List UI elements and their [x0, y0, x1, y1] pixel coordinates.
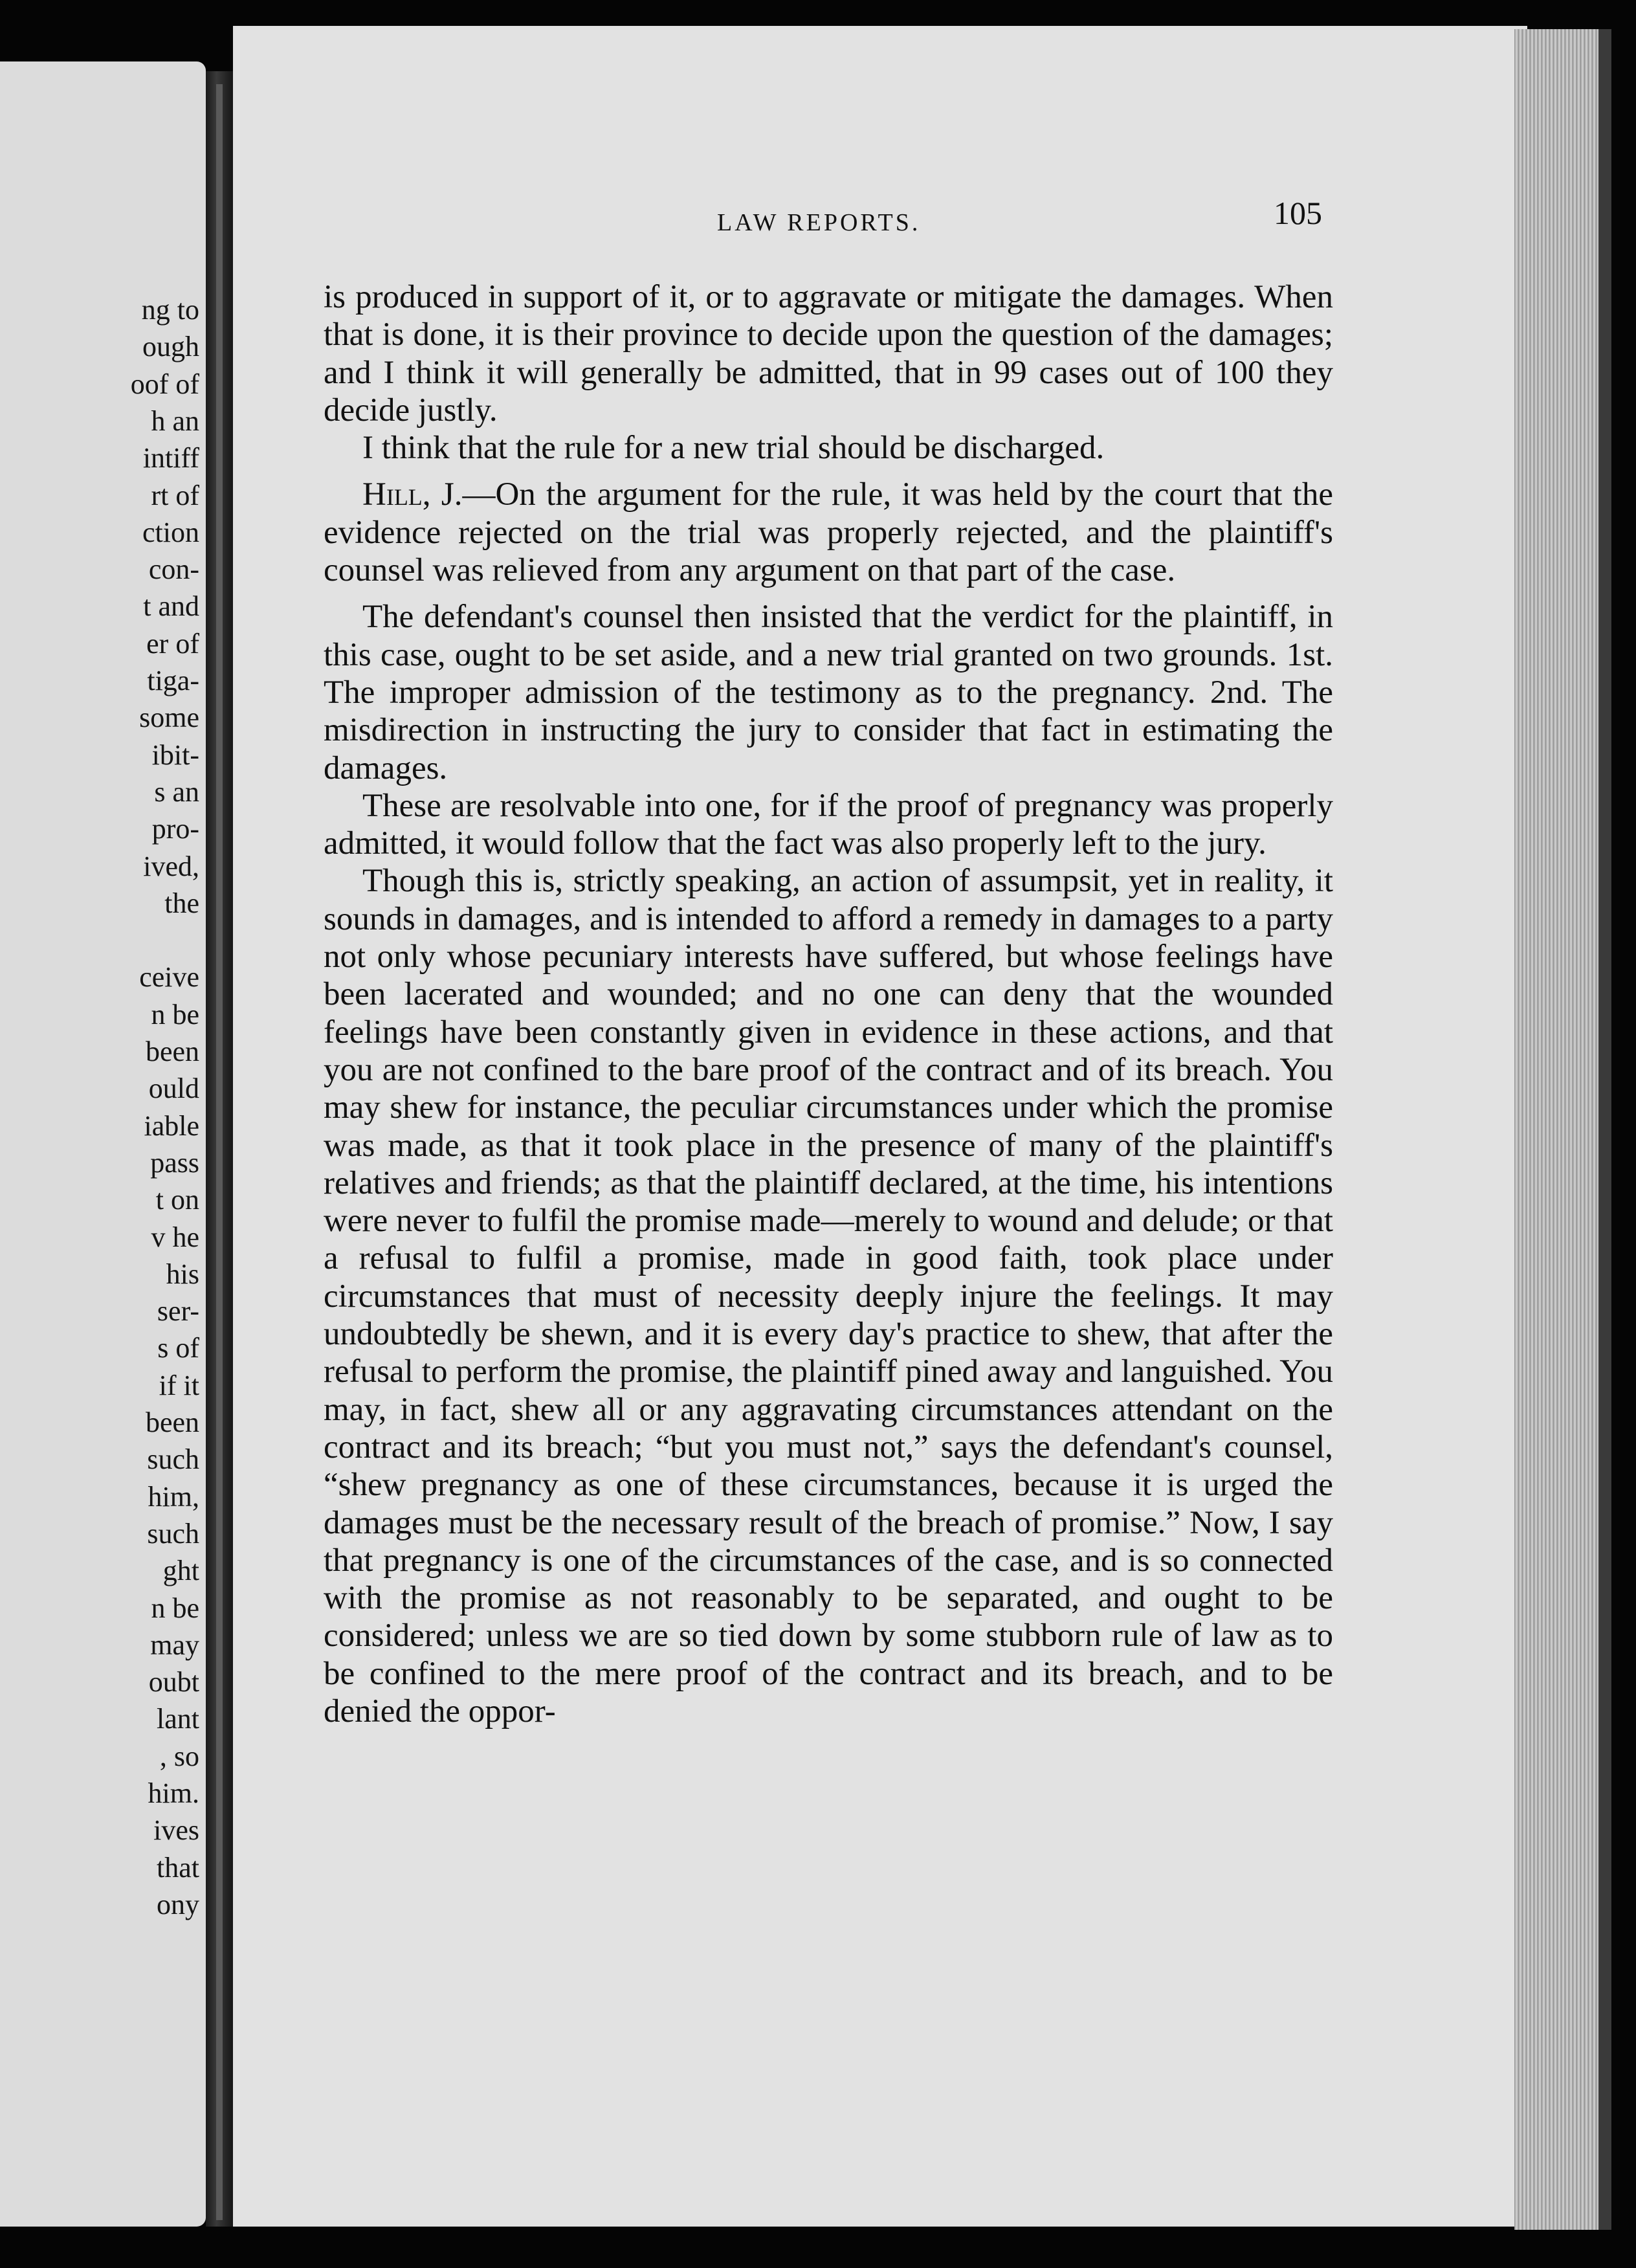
page-number: 105	[1274, 195, 1322, 231]
left-page-line-fragment: ng to	[141, 294, 199, 326]
paragraph: is produced in support of it, or to aggravate or mitigate the damages. When that is done, it is their province to decide upon the question of the damages; and I think it will generally be admitted, that in 99 cases out of 100 they decide justly.	[324, 279, 1333, 428]
left-page-line-fragment: oubt	[148, 1666, 199, 1698]
left-page-line-fragment: the	[164, 887, 199, 919]
left-page-line-fragment: his	[166, 1258, 199, 1290]
left-page-line-fragment: oof of	[130, 368, 199, 400]
left-page-line-fragment: ould	[148, 1073, 199, 1105]
speaker-dash: —	[462, 476, 496, 513]
left-page-line-fragment: that	[157, 1851, 199, 1884]
gutter-spine-line	[216, 84, 223, 2220]
left-page-line-fragment: iable	[144, 1109, 199, 1142]
left-page-line-fragment: v he	[151, 1221, 199, 1253]
paragraph: These are resolvable into one, for if the proof of pregnancy was properly admitted, it would follow that the fact was also properly left to the jury.	[324, 787, 1333, 862]
paragraph: I think that the rule for a new trial should be discharged.	[362, 430, 1105, 467]
left-page-line-fragment: t and	[143, 590, 199, 623]
paragraph: The defendant's counsel then insisted that the verdict for the plaintiff, in this case, ought to be set aside, and a new trial granted on two grounds. 1st. The improper admission of the testimony as to the pregnancy. 2nd. The misdirection in instructing the jury to consider that fact in estimating the damages.	[324, 599, 1333, 786]
left-page-line-fragment: may	[150, 1629, 199, 1661]
left-page-line-fragment: been	[145, 1406, 199, 1438]
left-page-line-fragment: ives	[153, 1814, 199, 1847]
left-page-line-fragment: n be	[151, 998, 199, 1030]
left-page-line-fragment: such	[147, 1443, 199, 1476]
left-page-line-fragment: intiff	[142, 442, 199, 474]
left-page-line-fragment: ough	[142, 331, 199, 363]
left-page-line-fragment: such	[147, 1517, 199, 1550]
left-page-line-fragment: ght	[162, 1555, 199, 1587]
speaker-name: Hill, J.	[362, 476, 463, 513]
left-page	[0, 61, 206, 2227]
body-text	[324, 278, 1333, 1730]
page-edges	[1514, 29, 1602, 2230]
paragraph-text: On the argument for the rule, it was held by the court that the evidence rejected on the trial was properly rejected, and the plaintiff's counsel was relieved from any argument on that part of the case.	[324, 476, 1333, 589]
left-page-line-fragment: him,	[148, 1480, 199, 1513]
left-page-line-fragment: if it	[159, 1369, 199, 1401]
page-edge-shadow	[1598, 29, 1611, 2230]
left-page-line-fragment: s of	[157, 1332, 199, 1364]
left-page-line-fragment: , so	[159, 1740, 199, 1772]
left-page-line-fragment: ibit-	[151, 739, 199, 771]
left-page-line-fragment: t on	[155, 1184, 199, 1216]
left-page-line-fragment: ser-	[157, 1295, 199, 1328]
running-header: LAW REPORTS.	[717, 209, 921, 236]
left-page-line-fragment: ction	[142, 516, 199, 548]
left-page-line-fragment: s an	[154, 775, 199, 808]
left-page-line-fragment: con-	[148, 553, 199, 586]
left-page-line-fragment: n be	[151, 1592, 199, 1624]
left-page-line-fragment: tiga-	[147, 665, 199, 696]
left-page-line-fragment: lant	[157, 1703, 199, 1735]
left-page-line-fragment: h an	[151, 405, 199, 437]
left-page-line-fragment: him.	[148, 1777, 199, 1809]
left-page-line-fragment: some	[139, 702, 199, 734]
left-page-line-fragment: rt of	[151, 479, 199, 511]
left-page-line-fragment: er of	[146, 627, 199, 660]
paragraph: Though this is, strictly speaking, an action of assumpsit, yet in reality, it sounds in damages, and is intended to afford a remedy in damages to a party not only whose pecuniary interests have suffered, but whose feelings have been lacerated and wounded; and no one can deny that the wounded feelings have been constantly given in evidence in these actions, and that you are not confined to the bare proof of the contract and of its breach. You may shew for instance, the peculiar circumstances under which the promise was made, as that it took place in the presence of many of the plaintiff's relatives and friends; as that the plaintiff declared, at the time, his intentions were never to fulfil the promise made—merely to wound and delude; or that a refusal to fulfil a promise, made in good faith, took place under circumstances that must of necessity deeply injure the feelings. It may undoubtedly be shewn, and it is every day's practice to shew, that after the refusal to perform the promise, the plaintiff pined away and languished. You may, in fact, shew all or any aggravating circumstances attendant on the contract and its breach; “but you must not,” says the defendant's counsel, “shew pregnancy as one of these circumstances, because it is urged the damages must be the necessary result of the breach of promise.” Now, I say that pregnancy is one of the circumstances of the case, and is so connected with the promise as not reasonably to be separated, and ought to be considered; unless we are so tied down by some stubborn rule of law as to be confined to the mere proof of the contract and its breach, and to be denied the oppor-	[324, 863, 1333, 1729]
left-page-line-fragment: ceive	[139, 961, 199, 994]
left-page-line-fragment: been	[145, 1036, 199, 1067]
left-page-line-fragment: pass	[150, 1146, 199, 1179]
left-page-line-fragment: ived,	[143, 850, 199, 882]
left-page-line-fragment: pro-	[151, 813, 199, 845]
left-page-line-fragment: ony	[157, 1888, 199, 1920]
paragraph	[324, 476, 1333, 589]
